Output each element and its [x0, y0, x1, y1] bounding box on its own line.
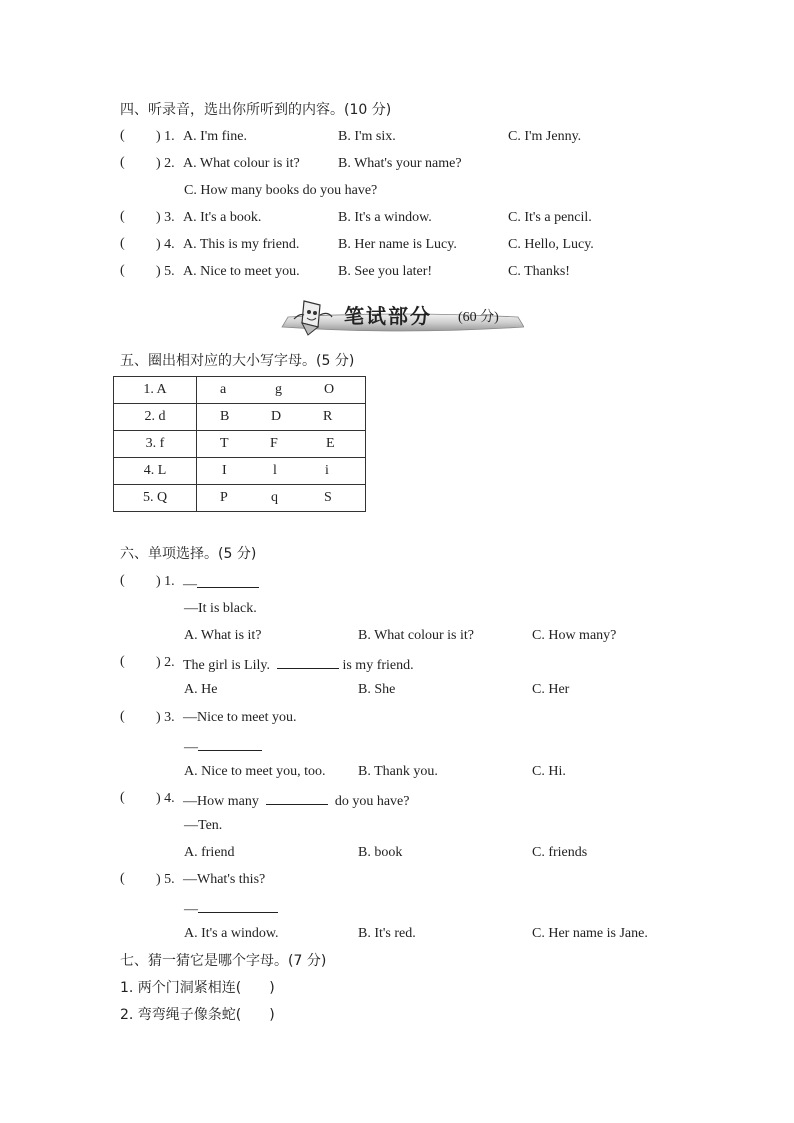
answer-blank[interactable]: [197, 573, 259, 588]
letter-options: [197, 458, 366, 485]
letter-option[interactable]: a: [220, 382, 227, 397]
letters-table: [113, 376, 366, 512]
listening-item-3-option-c: C. It's a pencil.: [508, 210, 592, 225]
choice-item-3-response: —: [184, 736, 262, 757]
choice-item-3-option-c: C. Hi.: [532, 764, 566, 779]
table-row: [114, 458, 366, 485]
listening-item-2-option-c: C. How many books do you have?: [184, 183, 378, 198]
answer-paren-open: (: [120, 654, 125, 669]
listening-item-1-number: ) 1.: [156, 129, 175, 144]
listening-item-5-option-b: B. See you later!: [338, 264, 433, 279]
letter-option[interactable]: O: [324, 382, 335, 397]
letter-options: [197, 404, 366, 431]
listening-item-4-number: ) 4.: [156, 237, 175, 252]
answer-paren-open: (: [120, 263, 125, 278]
choice-item-5-prompt: —What's this?: [183, 872, 266, 887]
table-row: [114, 485, 366, 512]
choice-item-3-number: ) 3.: [156, 710, 175, 725]
table-row: [114, 404, 366, 431]
choice-section-title: 六、单项选择。(5 分): [120, 546, 257, 562]
banner-score: (60 分): [458, 310, 499, 325]
letter-option[interactable]: F: [270, 436, 278, 451]
answer-paren-open: (: [120, 709, 125, 724]
table-row: [114, 377, 366, 404]
letter-option[interactable]: B: [220, 409, 230, 424]
choice-item-1-option-c: C. How many?: [532, 628, 617, 643]
choice-item-5-number: ) 5.: [156, 872, 175, 887]
listening-item-2-number: ) 2.: [156, 156, 175, 171]
choice-item-4-option-b: B. book: [358, 845, 403, 860]
letter-question: 2. d: [114, 404, 197, 431]
guess-item-1: 1. 两个门洞紧相连( ): [120, 980, 275, 996]
answer-paren-open: (: [120, 790, 125, 805]
letter-option[interactable]: R: [323, 409, 333, 424]
listening-item-1-option-a: A. I'm fine.: [183, 129, 247, 144]
letter-question: 1. A: [114, 377, 197, 404]
choice-item-2-option-c: C. Her: [532, 682, 570, 697]
choice-item-4-number: ) 4.: [156, 791, 175, 806]
answer-blank[interactable]: [198, 898, 278, 913]
listening-item-3-option-b: B. It's a window.: [338, 210, 432, 225]
listening-item-3-number: ) 3.: [156, 210, 175, 225]
listening-item-5-option-a: A. Nice to meet you.: [183, 264, 300, 279]
listening-item-2-option-b: B. What's your name?: [338, 156, 462, 171]
written-part-banner: [280, 297, 524, 341]
letter-options: [197, 485, 366, 512]
listening-item-4-option-c: C. Hello, Lucy.: [508, 237, 594, 252]
answer-blank[interactable]: [266, 790, 328, 805]
choice-item-3-option-b: B. Thank you.: [358, 764, 438, 779]
answer-paren-open: (: [120, 209, 125, 224]
listening-section-title: 四、听录音，选出你所听到的内容。(10 分): [120, 102, 392, 118]
answer-paren-open: (: [120, 573, 125, 588]
choice-item-5-response: —: [184, 898, 278, 919]
guess-section-title: 七、猜一猜它是哪个字母。(7 分): [120, 953, 327, 969]
letter-question: 3. f: [114, 431, 197, 458]
listening-item-3-option-a: A. It's a book.: [183, 210, 262, 225]
letter-options: [197, 377, 366, 404]
choice-item-2-number: ) 2.: [156, 655, 175, 670]
listening-item-4-option-a: A. This is my friend.: [183, 237, 300, 252]
choice-item-1-option-b: B. What colour is it?: [358, 628, 474, 643]
choice-item-4-prompt: —How many do you have?: [183, 790, 409, 811]
letter-option[interactable]: S: [324, 490, 332, 505]
listening-item-2-option-a: A. What colour is it?: [183, 156, 300, 171]
choice-item-1-number: ) 1.: [156, 574, 175, 589]
answer-blank[interactable]: [198, 736, 262, 751]
listening-item-4-option-b: B. Her name is Lucy.: [338, 237, 457, 252]
table-row: [114, 431, 366, 458]
choice-item-3-option-a: A. Nice to meet you, too.: [184, 764, 326, 779]
letter-option[interactable]: q: [271, 490, 278, 505]
choice-item-5-option-b: B. It's red.: [358, 926, 416, 941]
choice-item-1-prompt: —: [183, 573, 259, 594]
letter-option[interactable]: g: [275, 382, 282, 397]
answer-paren-open: (: [120, 871, 125, 886]
guess-item-2: 2. 弯弯绳子像条蛇( ): [120, 1007, 275, 1023]
choice-item-3-prompt: —Nice to meet you.: [183, 710, 297, 725]
pencil-mascot-icon: [288, 297, 338, 337]
listening-item-5-option-c: C. Thanks!: [508, 264, 570, 279]
banner-title: 笔试部分: [344, 304, 432, 328]
choice-item-4-response: —Ten.: [184, 818, 223, 833]
answer-paren-open: (: [120, 128, 125, 143]
answer-paren-open: (: [120, 155, 125, 170]
choice-item-2-option-a: A. He: [184, 682, 218, 697]
listening-item-5-number: ) 5.: [156, 264, 175, 279]
listening-item-1-option-c: C. I'm Jenny.: [508, 129, 582, 144]
choice-item-2-prompt: The girl is Lily. is my friend.: [183, 654, 414, 675]
choice-item-2-option-b: B. She: [358, 682, 396, 697]
letter-option[interactable]: P: [220, 490, 228, 505]
letter-option[interactable]: D: [271, 409, 282, 424]
choice-item-5-option-a: A. It's a window.: [184, 926, 279, 941]
choice-item-4-option-c: C. friends: [532, 845, 588, 860]
choice-item-5-option-c: C. Her name is Jane.: [532, 926, 648, 941]
answer-paren-open: (: [120, 236, 125, 251]
letter-option[interactable]: i: [325, 463, 329, 478]
listening-item-1-option-b: B. I'm six.: [338, 129, 396, 144]
letters-section-title: 五、圈出相对应的大小写字母。(5 分): [120, 353, 355, 369]
choice-item-4-option-a: A. friend: [184, 845, 235, 860]
letter-option[interactable]: l: [273, 463, 277, 478]
letter-question: 4. L: [114, 458, 197, 485]
letter-option[interactable]: I: [222, 463, 227, 478]
letter-option[interactable]: T: [220, 436, 229, 451]
answer-blank[interactable]: [277, 654, 339, 669]
letter-options: [197, 431, 366, 458]
choice-item-1-option-a: A. What is it?: [184, 628, 262, 643]
letter-option[interactable]: E: [326, 436, 335, 451]
letter-question: 5. Q: [114, 485, 197, 512]
choice-item-1-response: —It is black.: [184, 601, 257, 616]
